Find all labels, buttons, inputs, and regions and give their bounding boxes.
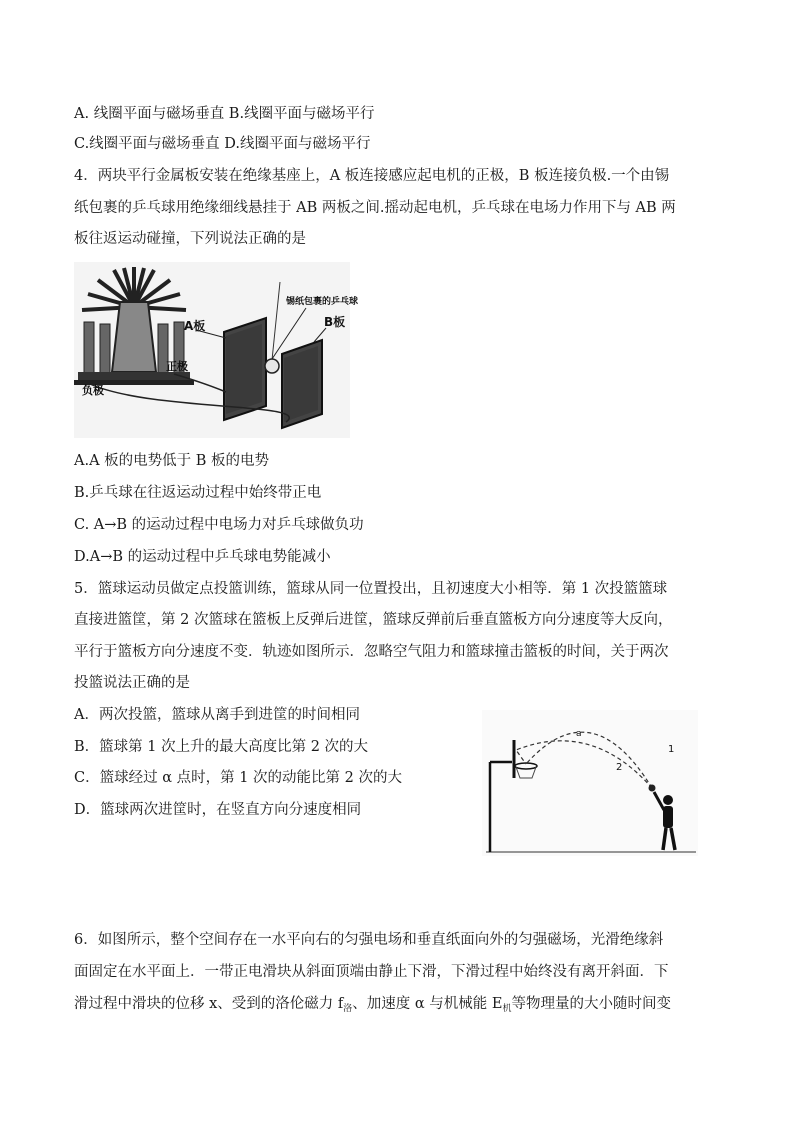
q6-line-3-part-c: 等物理量的大小随时间变 [511, 996, 671, 1012]
q5-option-c: C．篮球经过 α 点时，第 1 次的动能比第 2 次的大 [74, 770, 402, 786]
basketball [649, 785, 656, 792]
q3-option-ab: A. 线圈平面与磁场垂直 B.线圈平面与磁场平行 [74, 106, 375, 122]
q5-stem-line-2: 直接进篮筐，第 2 次篮球在篮板上反弹后进筐，篮球反弹前后垂直篮板方向分速度等大反向， [74, 612, 673, 628]
label-path-2: 2 [616, 762, 623, 773]
q4-figure-electrostatic-machine [74, 262, 359, 438]
q5-stem-line-1: 5．篮球运动员做定点投篮训练，篮球从同一位置投出，且初速度大小相等．第 1 次投篮篮球 [74, 581, 668, 597]
label-plate-b: B板 [324, 315, 346, 329]
label-positive: 正极 [166, 360, 188, 373]
q4-option-c: C. A→B 的运动过程中电场力对乒乓球做负功 [74, 517, 364, 533]
q5-option-b: B．篮球第 1 次上升的最大高度比第 2 次的大 [74, 739, 369, 755]
label-foil-ball: 锡纸包裹的乒乓球 [286, 297, 359, 307]
q4-stem-line-1: 4．两块平行金属板安装在绝缘基座上，A 板连接感应起电机的正极，B 板连接负极.一个由锡 [74, 168, 670, 184]
q3-option-cd: C.线圈平面与磁场垂直 D.线圈平面与磁场平行 [74, 136, 371, 152]
q6-line-3 [74, 994, 671, 1019]
q6-line-2: 面固定在水平面上．一带正电滑块从斜面顶端由静止下滑，下滑过程中始终没有离开斜面．下 [74, 964, 669, 980]
q4-stem-line-2: 纸包裹的乒乓球用绝缘细线悬挂于 AB 两板之间.摇动起电机，乒乓球在电场力作用下与 AB 两 [74, 200, 676, 216]
q4-option-a: A.A 板的电势低于 B 板的电势 [74, 453, 270, 469]
q6-subscript-lorentz: 洛 [343, 1004, 353, 1014]
q4-option-b: B.乒乓球在往返运动过程中始终带正电 [74, 485, 322, 501]
label-path-1: 1 [668, 744, 675, 755]
q6-line-3-part-a: 滑过程中滑块的位移 x、受到的洛伦磁力 f [74, 996, 344, 1012]
label-point-a: a [576, 729, 582, 739]
q6-subscript-mechanical: 机 [502, 1004, 512, 1014]
q4-option-d: D.A→B 的运动过程中乒乓球电势能减小 [74, 549, 331, 565]
q6-line-1: 6．如图所示，整个空间存在一水平向右的匀强电场和垂直纸面向外的匀强磁场，光滑绝缘斜 [74, 932, 664, 948]
label-negative: 负极 [82, 384, 104, 397]
q6-line-3-part-b: 、加速度 α 与机械能 E [352, 996, 503, 1012]
q4-stem-line-3: 板往返运动碰撞，下列说法正确的是 [74, 231, 306, 247]
q5-stem-line-3: 平行于篮板方向分速度不变．轨迹如图所示．忽略空气阻力和篮球撞击篮板的时间，关于两次 [74, 644, 669, 660]
q5-option-a: A．两次投篮，篮球从离手到进筐的时间相同 [74, 707, 360, 723]
q5-figure-basketball [482, 710, 698, 856]
q5-stem-line-4: 投篮说法正确的是 [74, 675, 190, 691]
q5-option-d: D．篮球两次进筐时，在竖直方向分速度相同 [74, 802, 362, 818]
label-plate-a: A板 [184, 319, 206, 333]
